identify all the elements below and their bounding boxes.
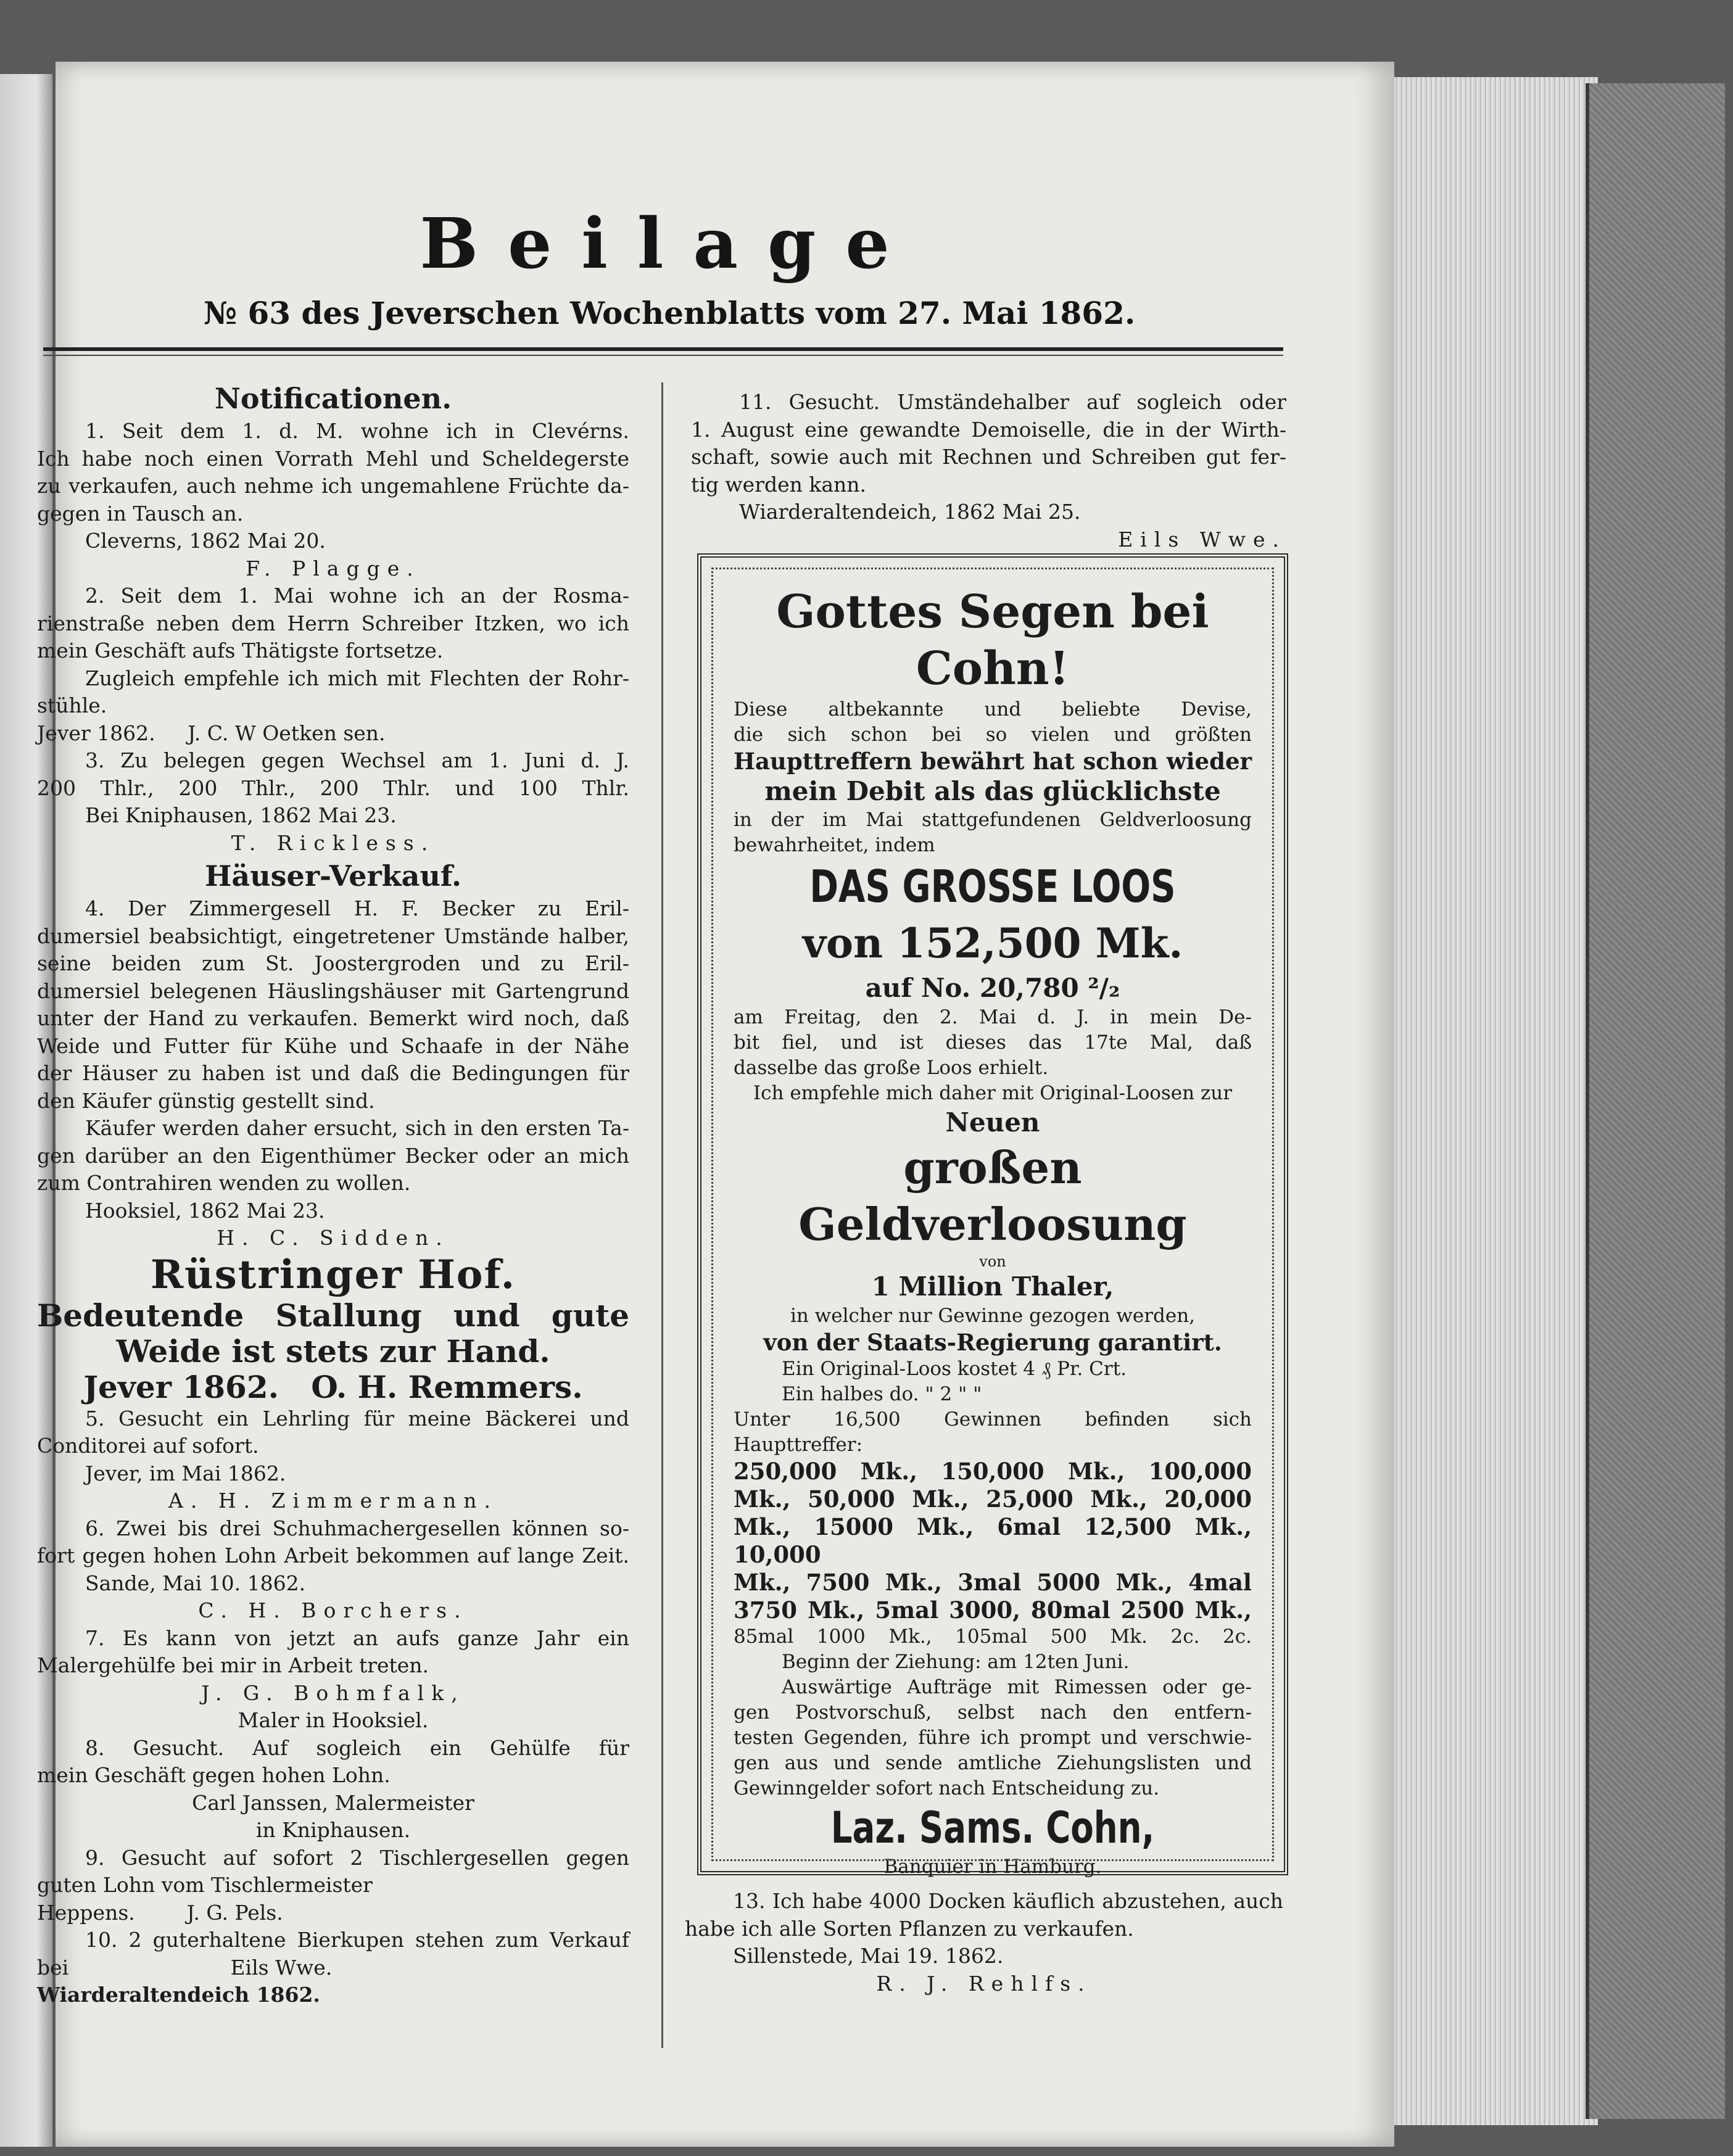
- text-line: den Käufer günstig gestellt sind.: [37, 1088, 375, 1113]
- ad-text-line: am Freitag, den 2. Mai d. J. in mein De-: [734, 1006, 1252, 1028]
- notice-4: [37, 895, 629, 1252]
- ad-text-line: bit fiel, und ist dieses das 17te Mal, daß: [734, 1031, 1252, 1054]
- notice-signature: C. H. Borchers.: [198, 1598, 468, 1622]
- ad-cohn-lottery: [697, 553, 1288, 1878]
- notice-3: [37, 747, 629, 857]
- ad-prize-line: Mk., 50,000 Mk., 25,000 Mk., 20,000: [734, 1485, 1252, 1513]
- ad-text-line: Ich empfehle mich daher mit Original-Loosen zur: [753, 1082, 1233, 1104]
- ad-von: von: [979, 1253, 1006, 1270]
- ad-line: Weide ist stets zur Hand.: [116, 1332, 550, 1369]
- text-line: 2. Seit dem 1. Mai wohne ich an der Rosma-: [85, 584, 629, 608]
- ad-text-line: Ein Original-Loos kostet 4 ₰ Pr. Crt.: [782, 1358, 1127, 1380]
- text-line: 11. Gesucht. Umständehalber auf sogleich oder: [739, 390, 1286, 414]
- text-line: guten Lohn vom Tischlermeister: [37, 1873, 373, 1897]
- notice-signature: J. G. Bohmfalk,: [201, 1680, 465, 1705]
- ad-banquier: Banquier in Hamburg.: [883, 1856, 1102, 1878]
- ad-sum: von 152,500 Mk.: [802, 919, 1183, 967]
- ad-ruestringer-hof: [37, 1252, 629, 1405]
- header-rule-thin: [43, 355, 1283, 356]
- text-line: 5. Gesucht ein Lehrling für meine Bäckerei und: [85, 1406, 629, 1431]
- ad-text-line: in der im Mai stattgefundenen Geldverloosung: [734, 809, 1252, 831]
- ad-text-line: mein Debit als das glücklichste: [764, 776, 1221, 806]
- ad-text-line: dasselbe das große Loos erhielt.: [734, 1057, 1049, 1079]
- notice-signature: Heppens. J. G. Pels.: [37, 1900, 283, 1925]
- ad-text-line: von der Staats-Regierung garantirt.: [763, 1329, 1222, 1356]
- notice-9: [37, 1844, 629, 1927]
- notice-place-date: Sillenstede, Mai 19. 1862.: [733, 1944, 1004, 1968]
- text-line: Weide und Futter für Kühe und Schaafe in der Nähe: [37, 1033, 629, 1058]
- ad-headline: Gottes Segen bei Cohn!: [776, 585, 1209, 695]
- ad-prize-line: Mk., 15000 Mk., 6mal 12,500 Mk., 10,000: [734, 1513, 1252, 1568]
- text-line: Zugleich empfehle ich mich mit Flechten der Rohr-: [85, 666, 629, 690]
- notice-place-date: Bei Kniphausen, 1862 Mai 23.: [85, 803, 397, 827]
- notice-signature: Eils Wwe.: [1118, 527, 1286, 551]
- ad-prize-line: 250,000 Mk., 150,000 Mk., 100,000: [734, 1458, 1252, 1485]
- notice-8: [37, 1735, 629, 1844]
- notice-place-date: Cleverns, 1862 Mai 20.: [85, 529, 326, 553]
- notice-place-date: Jever, im Mai 1862.: [85, 1461, 286, 1485]
- ad-line: Bedeutende Stallung und gute: [37, 1297, 629, 1334]
- ad-big-loos: DAS GROSSE LOOS: [809, 861, 1176, 912]
- notice-6: [37, 1515, 629, 1625]
- text-line: 7. Es kann von jetzt an aufs ganze Jahr ein: [85, 1625, 629, 1650]
- ad-title: Rüstringer Hof.: [150, 1251, 516, 1298]
- ad-text-line: Diese altbekannte und beliebte Devise,: [734, 698, 1252, 721]
- notice-signature: A. H. Zimmermann.: [168, 1489, 498, 1513]
- text-line: Käufer werden daher ersucht, sich in den ersten Ta-: [85, 1116, 629, 1140]
- ad-text-line: gen Postvorschuß, selbst nach den entfern-: [734, 1701, 1252, 1724]
- notice-1: [37, 418, 629, 582]
- left-column: [37, 379, 629, 2009]
- book-cover: [1586, 83, 1725, 2119]
- ad-text-line: Haupttreffern bewährt hat schon wieder: [734, 748, 1252, 775]
- notice-place-date: Wiarderaltendeich, 1862 Mai 25.: [739, 500, 1081, 524]
- ad-text-line: Beginn der Ziehung: am 12ten Juni.: [782, 1651, 1130, 1673]
- text-line: dumersiel beabsichtigt, eingetretener Umstände halber,: [37, 923, 629, 948]
- page-subtitle: № 63 des Jeverschen Wochenblatts vom 27. Mai 1862.: [203, 295, 1136, 331]
- text-line: 10. 2 guterhaltene Bierkupen stehen zum Verkauf: [85, 1928, 629, 1952]
- ad-text-line: Unter 16,500 Gewinnen befinden sich: [734, 1408, 1252, 1431]
- notice-2: [37, 582, 629, 747]
- text-line: zu verkaufen, auch nehme ich ungemahlene Früchte da-: [37, 474, 629, 498]
- ad-text-line: Ein halbes do. " 2 " ": [782, 1383, 982, 1405]
- notice-place-date: Sande, Mai 10. 1862.: [85, 1571, 306, 1595]
- text-line: gegen in Tausch an.: [37, 501, 244, 526]
- header-rule: [43, 347, 1283, 351]
- text-line: zum Contrahiren wenden zu wollen.: [37, 1171, 411, 1195]
- ad-text-line: Gewinngelder sofort nach Entscheidung zu.: [734, 1777, 1160, 1799]
- text-line: unter der Hand zu verkaufen. Bemerkt wird noch, daß: [37, 1006, 629, 1030]
- text-line: seine beiden zum St. Joostergroden und zu Eril-: [37, 951, 629, 975]
- text-line: 13. Ich habe 4000 Docken käuflich abzustehen, auch: [733, 1889, 1283, 1913]
- notice-signature: Jever 1862. J. C. W Oetken sen.: [37, 721, 386, 745]
- ad-text-line: Auswärtige Aufträge mit Rimessen oder ge-: [782, 1676, 1252, 1698]
- right-column-top: [691, 389, 1286, 553]
- ad-signature-cohn: Laz. Sams. Cohn,: [830, 1803, 1155, 1853]
- notice-place-date: Hooksiel, 1862 Mai 23.: [85, 1198, 325, 1223]
- text-line: 6. Zwei bis drei Schuhmachergesellen können so-: [85, 1516, 629, 1540]
- text-line: schaft, sowie auch mit Rechnen und Schreiben gut fer-: [691, 445, 1286, 469]
- text-line: 1. Seit dem 1. d. M. wohne ich in Clevérns.: [85, 419, 629, 443]
- notice-place-date: Wiarderaltendeich 1862.: [37, 1983, 320, 2007]
- text-line: stühle.: [37, 693, 107, 717]
- text-line: 9. Gesucht auf sofort 2 Tischlergesellen gegen: [85, 1845, 629, 1870]
- text-line: 4. Der Zimmergesell H. F. Becker zu Eril-: [85, 896, 629, 920]
- text-line: Malergehülfe bei mir in Arbeit treten.: [37, 1653, 429, 1677]
- text-line: 8. Gesucht. Auf sogleich ein Gehülfe für: [85, 1735, 629, 1760]
- ad-neuen: Neuen: [945, 1107, 1040, 1138]
- ad-geldverloosung: großen Geldverloosung: [798, 1141, 1187, 1250]
- section-title-notificationen: Notificationen.: [214, 382, 452, 415]
- text-line: rienstraße neben dem Herrn Schreiber Itzken, wo ich: [37, 611, 629, 635]
- notice-signature: in Kniphausen.: [255, 1818, 411, 1842]
- notice-5: [37, 1405, 629, 1515]
- text-line: Conditorei auf sofort.: [37, 1434, 259, 1458]
- ad-prize-line: 85mal 1000 Mk., 105mal 500 Mk. 2c. 2c.: [734, 1625, 1252, 1648]
- text-line: gen darüber an den Eigenthümer Becker oder an mich: [37, 1143, 629, 1168]
- text-line: 1. August eine gewandte Demoiselle, die in der Wirth-: [691, 417, 1286, 442]
- text-line: tig werden kann.: [691, 472, 867, 497]
- ad-text-line: gen aus und sende amtliche Ziehungslisten und: [734, 1752, 1252, 1774]
- notice-10: [37, 1927, 629, 2009]
- ad-number: auf No. 20,780 ²/₂: [865, 973, 1120, 1003]
- ad-text-line: die sich schon bei so vielen und größten: [734, 724, 1252, 746]
- page-stack-edge: [1394, 77, 1598, 2125]
- text-line: fort gegen hohen Lohn Arbeit bekommen auf lange Zeit.: [37, 1543, 629, 1567]
- text-line: mein Geschäft gegen hohen Lohn.: [37, 1763, 391, 1787]
- ad-text-line: Haupttreffer:: [734, 1434, 863, 1456]
- notice-11: [691, 389, 1286, 553]
- ad-line: Jever 1862. O. H. Remmers.: [83, 1368, 583, 1405]
- page-title: Beilage: [420, 204, 919, 284]
- text-line: habe ich alle Sorten Pflanzen zu verkaufen.: [685, 1916, 1134, 1941]
- notice-signature: Maler in Hooksiel.: [238, 1708, 429, 1732]
- ad-text-line: in welcher nur Gewinne gezogen werden,: [790, 1305, 1196, 1327]
- text-line: bei Eils Wwe.: [37, 1955, 333, 1980]
- text-line: mein Geschäft aufs Thätigste fortsetze.: [37, 638, 444, 663]
- notice-13: [685, 1888, 1283, 1997]
- section-title-haeuser-verkauf: Häuser-Verkauf.: [204, 859, 462, 893]
- notice-7: [37, 1625, 629, 1735]
- ad-prize-line: Mk., 7500 Mk., 3mal 5000 Mk., 4mal: [734, 1569, 1252, 1596]
- text-line: 200 Thlr., 200 Thlr., 200 Thlr. und 100 Thlr.: [37, 775, 629, 800]
- notice-signature: T. Rickless.: [231, 830, 436, 855]
- text-line: dumersiel belegenen Häuslingshäuser mit Gartengrund: [37, 978, 629, 1003]
- notice-signature: F. Plagge.: [246, 556, 421, 580]
- notice-signature: H. C. Sidden.: [217, 1226, 450, 1250]
- ad-text-line: testen Gegenden, führe ich prompt und verschwie-: [734, 1727, 1252, 1749]
- notice-signature: Carl Janssen, Malermeister: [192, 1790, 474, 1815]
- text-line: Ich habe noch einen Vorrath Mehl und Scheldegerste: [37, 446, 629, 471]
- notice-signature: R. J. Rehlfs.: [876, 1971, 1092, 1996]
- column-divider: [661, 382, 663, 2048]
- right-column-bottom: [685, 1888, 1283, 1997]
- text-line: der Häuser zu haben ist und daß die Bedingungen für: [37, 1061, 629, 1085]
- text-line: 3. Zu belegen gegen Wechsel am 1. Juni d. J.: [85, 748, 629, 772]
- ad-text-line: bewahrheitet, indem: [734, 834, 935, 856]
- ad-million: 1 Million Thaler,: [871, 1271, 1114, 1302]
- ad-prize-line: 3750 Mk., 5mal 3000, 80mal 2500 Mk.,: [734, 1596, 1252, 1624]
